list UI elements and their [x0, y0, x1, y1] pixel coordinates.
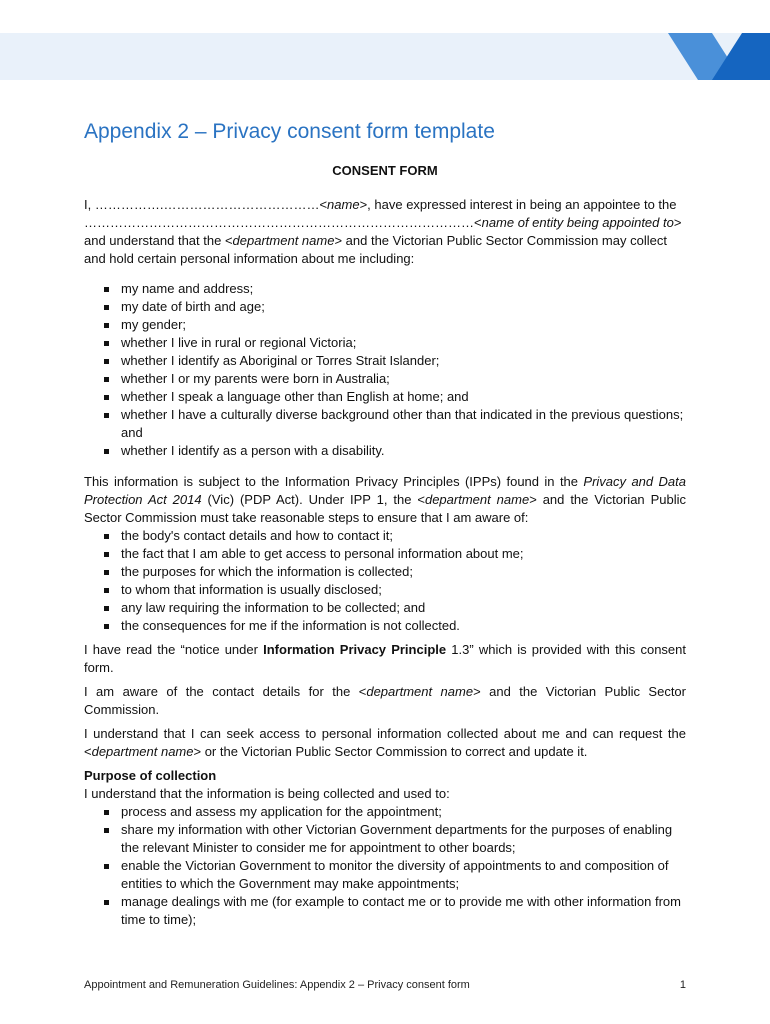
- list-item: my gender;: [84, 316, 686, 334]
- list-item: my name and address;: [84, 280, 686, 298]
- contact-details-paragraph: I am aware of the contact details for the <department name> and the Victorian Public Sector Commission.: [84, 684, 686, 717]
- list-item: process and assess my application for the appointment;: [84, 803, 686, 821]
- list-item: my date of birth and age;: [84, 298, 686, 316]
- list-item: whether I or my parents were born in Australia;: [84, 370, 686, 388]
- header-band: [0, 33, 770, 80]
- list-item: the fact that I am able to get access to personal information about me;: [84, 545, 686, 563]
- list-item: whether I identify as Aboriginal or Torres Strait Islander;: [84, 352, 686, 370]
- intro-paragraph: I, …………….………………………………<name>, have expressed interest in being an appointee to the ………………………………………………………………………………<name of entity being appointed to> and understand that the <department name> and the Victorian Public Sector Commission may collect and hold certain personal information about me including:: [84, 197, 682, 266]
- page-title: Appendix 2 – Privacy consent form template: [84, 120, 495, 143]
- list-item: the purposes for which the information is collected;: [84, 563, 686, 581]
- access-paragraph: I understand that I can seek access to personal information collected about me and can request the <department name> or the Victorian Public Sector Commission to correct and update it.: [84, 726, 686, 759]
- ipp-paragraph: This information is subject to the Information Privacy Principles (IPPs) found in the Privacy and Data Protection Act 2014 (Vic) (PDP Act). Under IPP 1, the <department name> and the Victorian Public Sector Commission must take reasonable steps to ensure that I am aware of:: [84, 474, 686, 525]
- list-item: whether I live in rural or regional Victoria;: [84, 334, 686, 352]
- list-item: whether I have a culturally diverse background other than that indicated in the previous questions; and: [84, 406, 686, 442]
- purpose-list: [84, 803, 686, 929]
- purpose-lead: I understand that the information is being collected and used to:: [84, 786, 450, 801]
- list-item: whether I identify as a person with a disability.: [84, 442, 686, 460]
- page-number: 1: [679, 979, 686, 991]
- document-body: [84, 162, 686, 935]
- list-item: any law requiring the information to be collected; and: [84, 599, 686, 617]
- list-item: the body's contact details and how to contact it;: [84, 527, 686, 545]
- list-item: enable the Victorian Government to monitor the diversity of appointments to and composition of entities to which the Government may make appointments;: [84, 857, 686, 893]
- list-item: to whom that information is usually disclosed;: [84, 581, 686, 599]
- list-item: manage dealings with me (for example to contact me or to provide me with other information from time to time);: [84, 893, 686, 929]
- awareness-list: [84, 527, 686, 635]
- footer-text: Appointment and Remuneration Guidelines: Appendix 2 – Privacy consent form: [84, 979, 470, 991]
- form-heading: CONSENT FORM: [332, 163, 438, 178]
- list-item: whether I speak a language other than English at home; and: [84, 388, 686, 406]
- personal-info-list: [84, 280, 686, 460]
- notice-paragraph: I have read the “notice under Information Privacy Principle 1.3” which is provided with this consent form.: [84, 642, 686, 675]
- purpose-heading: Purpose of collection: [84, 768, 217, 783]
- page-footer: [84, 979, 686, 991]
- list-item: the consequences for me if the information is not collected.: [84, 617, 686, 635]
- list-item: share my information with other Victorian Government departments for the purposes of enabling the relevant Minister to consider me for appointment to other boards;: [84, 821, 686, 857]
